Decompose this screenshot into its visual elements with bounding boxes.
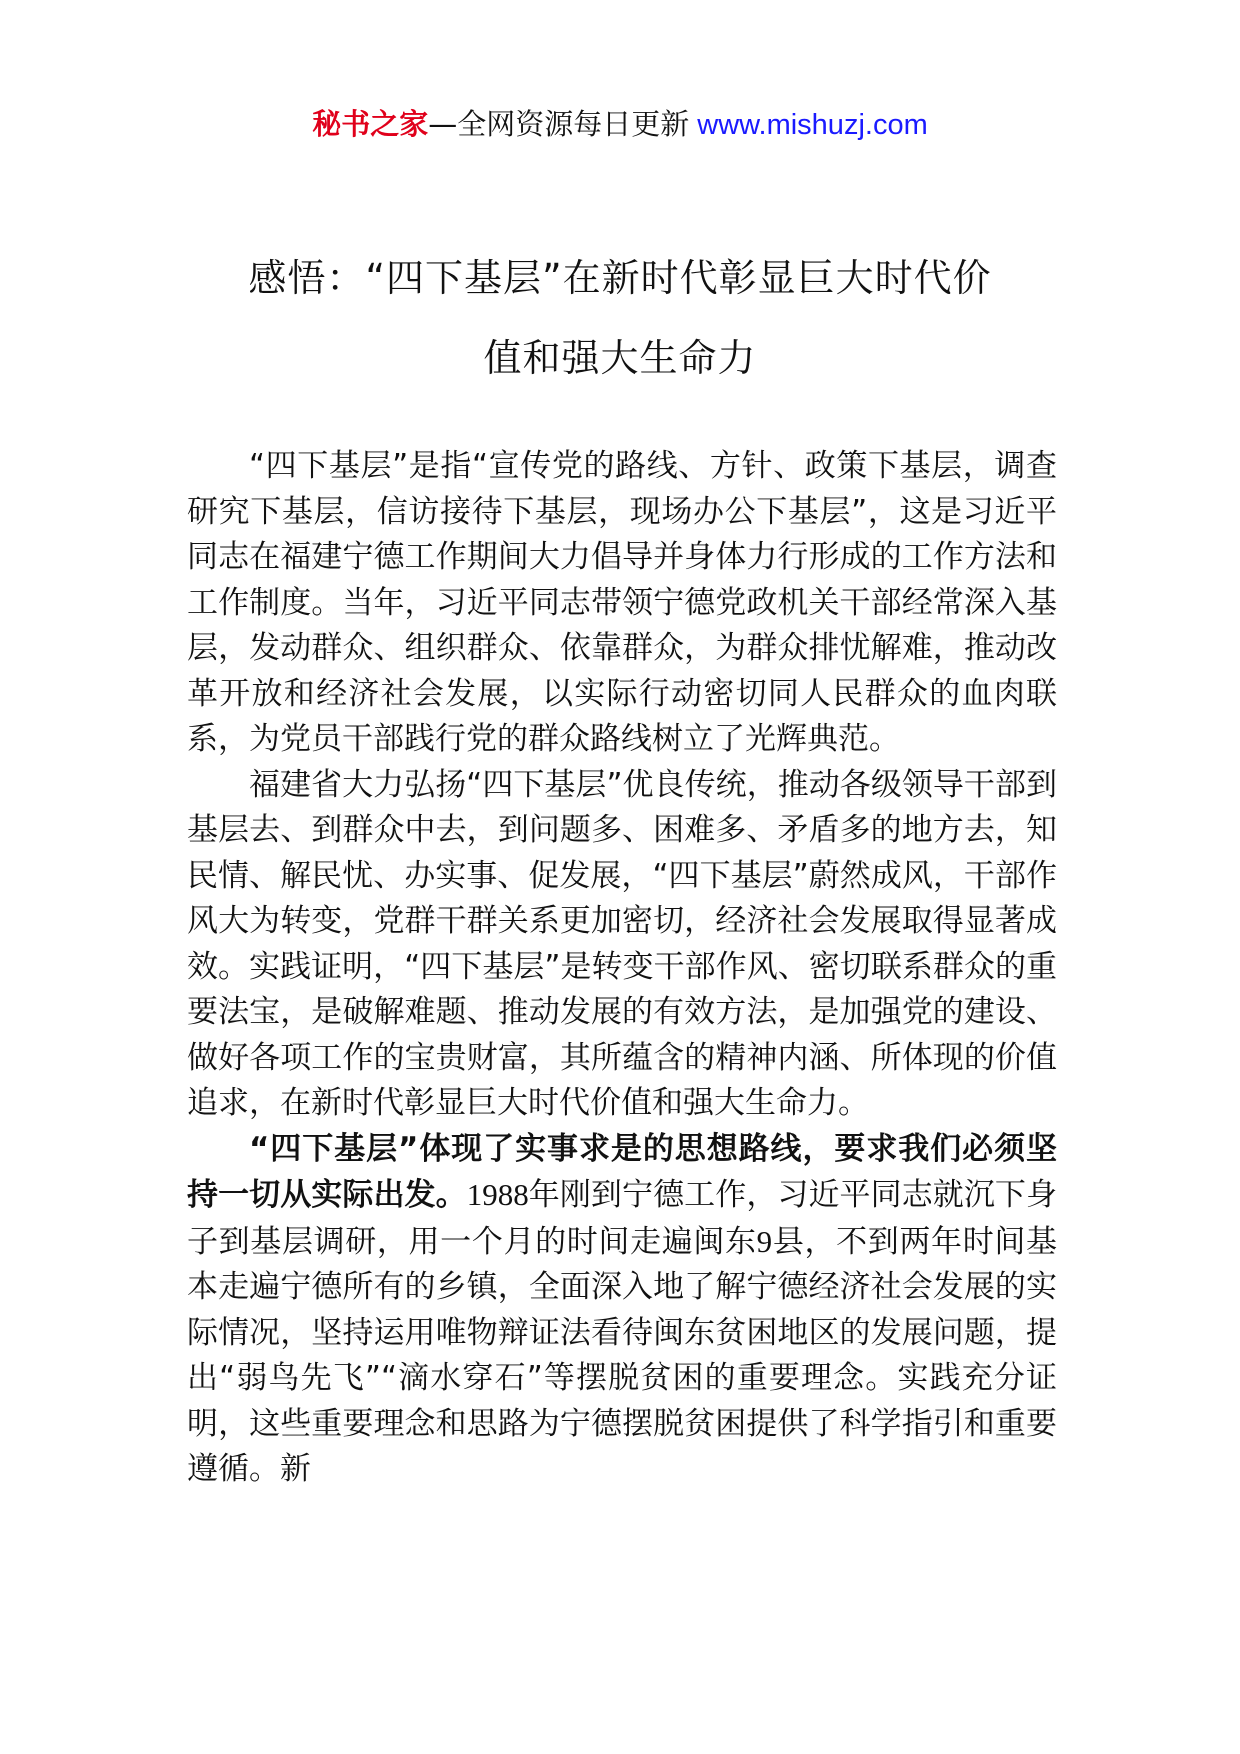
paragraph-1: “四下基层”是指“宣传党的路线、方针、政策下基层，调查研究下基层，信访接待下基层，现场办公下基层”，这是习近平同志在福建宁德工作期间大力倡导并身体力行形成的工作方法和工作制度。当年，习近平同志带领宁德党政机关干部经常深入基层，发动群众、组织群众、依靠群众，为群众排忧解难，推动改革开放和经济社会发展，以实际行动密切同人民群众的血肉联系，为党员干部践行党的群众路线树立了光辉典范。: [187, 448, 1057, 757]
article-body: [187, 444, 1057, 1493]
title-line-2: 值和强大生命力: [483, 336, 757, 380]
site-brand: 秘书之家: [312, 107, 429, 141]
paragraph-2: 福建省大力弘扬“四下基层”优良传统，推动各级领导干部到基层去、到群众中去，到问题多、困难多、矛盾多的地方去，知民情、解民忧、办实事、促发展，“四下基层”蔚然成风，干部作风大为转变，党群干群关系更加密切，经济社会发展取得显著成效。实践证明，“四下基层”是转变干部作风、密切联系群众的重要法宝，是破解难题、推动发展的有效方法，是加强党的建设、做好各项工作的宝贵财富，其所蕴含的精神内涵、所体现的价值追求，在新时代彰显巨大时代价值和强大生命力。: [187, 766, 1057, 1121]
paragraph-3-text-a: 年刚到宁德工作，习近平同志就沉下身子到基层调研，用一个月的时间走遍闽东: [187, 1177, 1058, 1260]
paragraph-3: [187, 1127, 1057, 1493]
site-url-link[interactable]: www.mishuzj.com: [697, 109, 928, 141]
paragraph-3-count: 9: [756, 1223, 773, 1259]
site-tagline: —全网资源每日更新: [428, 107, 690, 141]
paragraph-3-lead: “四下基层”体现了实事求是的思想路线，要求我们必须坚持一切从实际出发。: [187, 1130, 1057, 1213]
paragraph-3-text-b: 县，不到两年时间基本走遍宁德所有的乡镇，全面深入地了解宁德经济社会发展的实际情况，坚持运用唯物辩证法看待闽东贫困地区的发展问题，提出“弱鸟先飞”“滴水穿石”等摆脱贫困的重要理念。实践充分证明，这些重要理念和思路为宁德摆脱贫困提供了科学指引和重要遵循。新: [187, 1223, 1058, 1487]
title-line-1: 感悟：“四下基层”在新时代彰显巨大时代价: [248, 256, 992, 300]
paragraph-3-year: 1988: [466, 1177, 529, 1212]
article-title: [150, 238, 1090, 398]
site-header: [0, 104, 1240, 145]
